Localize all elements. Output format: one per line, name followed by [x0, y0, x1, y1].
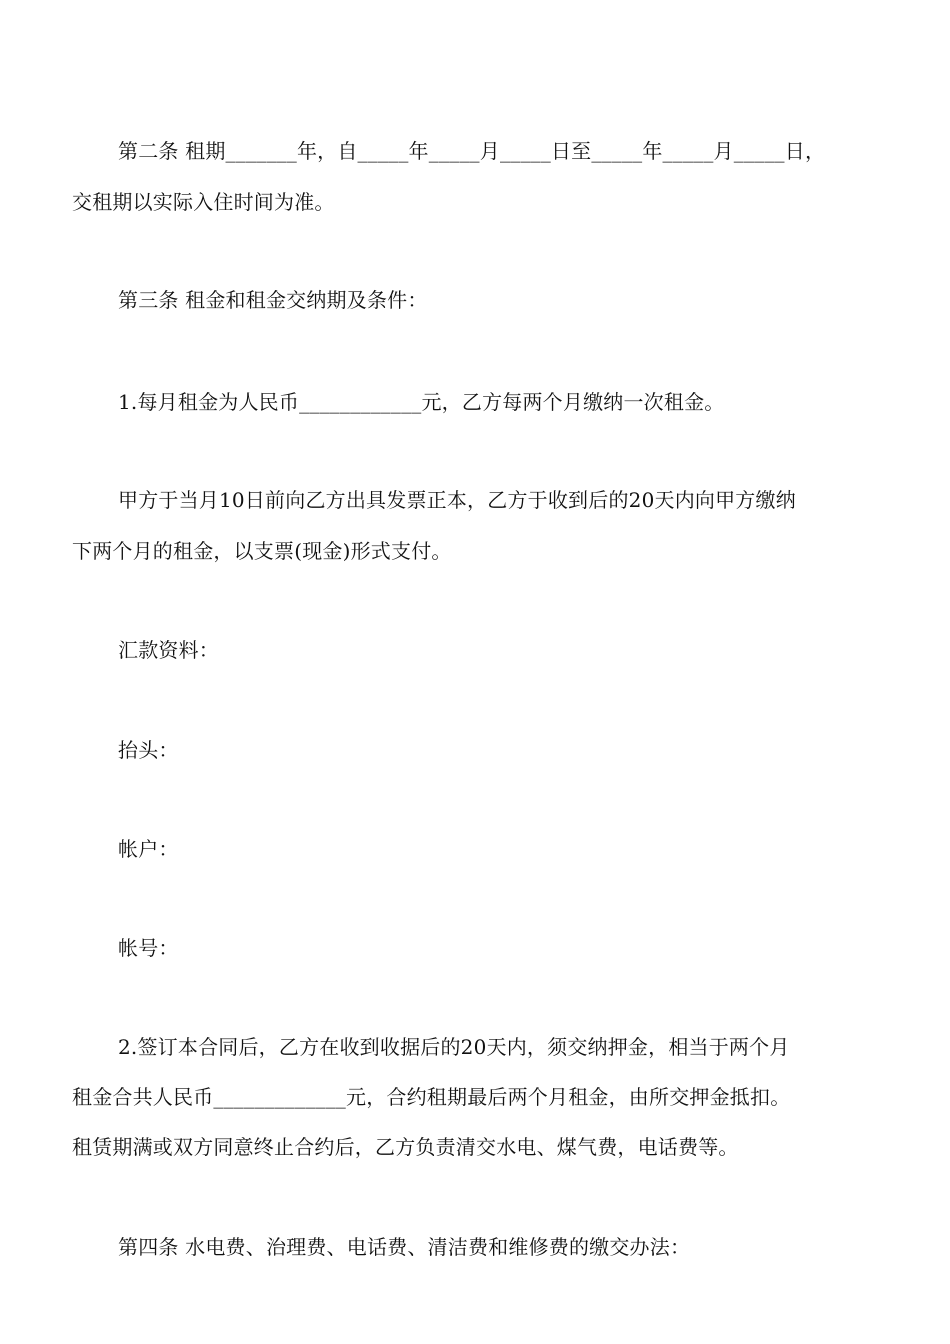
clause-2-line-3: 租赁期满或双方同意终止合约后，乙方负责清交水电、煤气费，电话费等。 — [72, 1135, 739, 1159]
remittance-title: 抬头： — [118, 738, 179, 762]
article-3-heading: 第三条 租金和租金交纳期及条件： — [118, 288, 428, 312]
remittance-heading: 汇款资料： — [118, 638, 219, 662]
clause-1-rent: 1.每月租金为人民币____________元，乙方每两个月缴纳一次租金。 — [118, 390, 725, 414]
article-2-line-1: 第二条 租期_______年，自_____年_____月_____日至_____年_____月_____日， — [118, 139, 826, 163]
article-4-heading: 第四条 水电费、治理费、电话费、清洁费和维修费的缴交办法： — [118, 1235, 691, 1259]
clause-2-line-1: 2.签订本合同后，乙方在收到收据后的20天内，须交纳押金，相当于两个月 — [118, 1035, 790, 1059]
remittance-account-number: 帐号： — [118, 936, 179, 960]
article-2-line-2: 交租期以实际入住时间为准。 — [72, 190, 335, 214]
remittance-account-name: 帐户： — [118, 837, 179, 861]
clause-2-line-2: 租金合共人民币_____________元，合约租期最后两个月租金，由所交押金抵扣。 — [72, 1085, 791, 1109]
invoice-paragraph-line-2: 下两个月的租金，以支票(现金)形式支付。 — [72, 539, 452, 563]
invoice-paragraph-line-1: 甲方于当月10日前向乙方出具发票正本，乙方于收到后的20天内向甲方缴纳 — [118, 488, 796, 512]
